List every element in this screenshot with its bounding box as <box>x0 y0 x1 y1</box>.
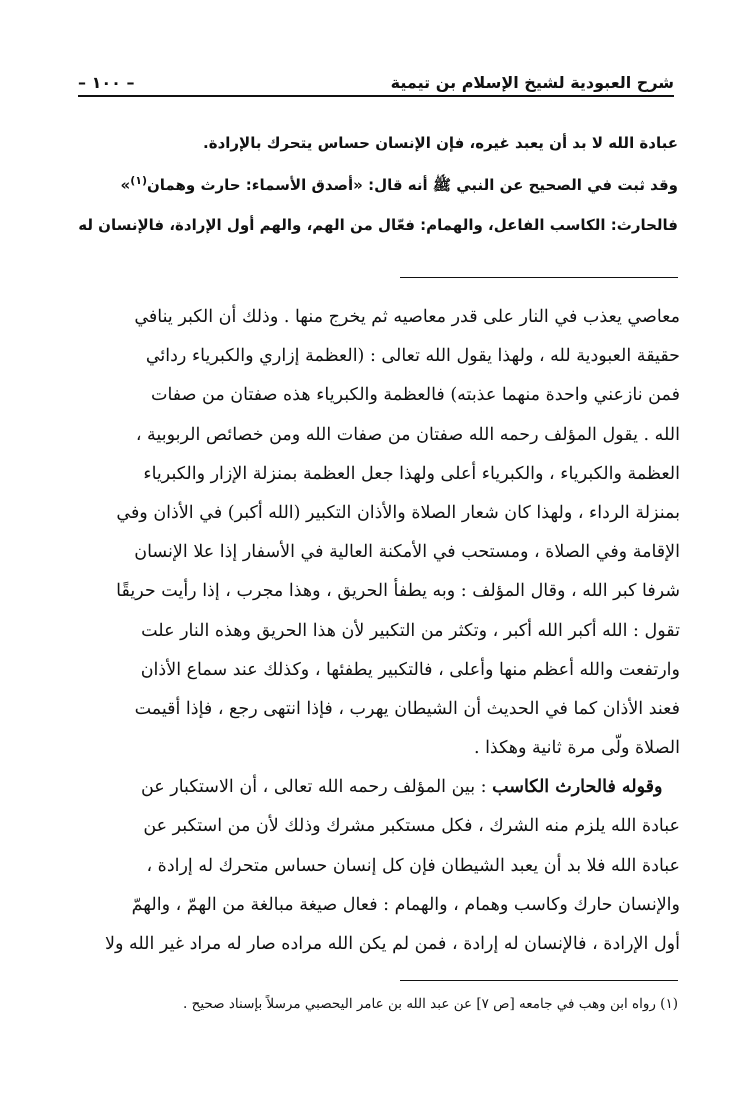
text-line: الصلاة ولّى مرة ثانية وهكذا . <box>473 738 680 759</box>
text-line: وارتفعت والله أعظم منها وأعلى ، فالتكبير يطفئها ، وكذلك عند سماع الأذان <box>140 659 680 680</box>
running-header <box>78 60 674 92</box>
footnote: (١) رواه ابن وهب في جامعه [ص ٧] عن عبد الله بن عامر اليحصبي مرسلاً بإسناد صحيح . <box>183 996 678 1012</box>
footnote-marker: (١) <box>130 174 147 187</box>
text-line: عبادة الله فلا بد أن يعبد الشيطان فإن كل إنسان حساس متحرك له إرادة ، <box>146 855 680 876</box>
text-line: أول الإرادة ، فالإنسان له إرادة ، فمن لم يكن الله مراده صار له مراد غير الله ولا <box>105 934 680 954</box>
text-line: معاصي يعذب في النار على قدر معاصيه ثم يخرج منها . وذلك أن الكبر ينافي <box>134 307 680 327</box>
quote-close: » <box>120 176 131 194</box>
text-line: والإنسان حارك وكاسب وهمام ، والهمام : فعال صيغة مبالغة من الهمّ ، والهمّ <box>131 894 680 915</box>
page-number: – ١٠٠ – <box>78 73 135 92</box>
text-line: الإقامة وفي الصلاة ، ومستحب في الأمكنة العالية في الأسفار إذا علا الإنسان <box>134 542 680 563</box>
commentary-body <box>76 298 680 964</box>
quote-line <box>78 164 678 208</box>
text-line <box>76 768 680 807</box>
commentary-lead: وقوله فالحارث الكاسب <box>492 777 663 798</box>
text-line: العظمة والكبرياء ، والكبرياء أعلى ولهذا جعل العظمة بمنزلة الإزار والكبرياء <box>143 463 680 484</box>
text-line: فعند الأذان كما في الحديث أن الشيطان يهرب ، فإذا انتهى رجع ، فإذا أقيمت <box>134 698 680 719</box>
text-line: عبادة الله يلزم منه الشرك ، فكل مستكبر مشرك وذلك لأن من استكبر عن <box>143 816 680 837</box>
commentary-text: : بين المؤلف رحمه الله تعالى ، أن الاستكبار عن <box>140 777 487 798</box>
text-line: شرفا كبر الله ، وقال المؤلف : وبه يطفأ الحريق ، وهذا مجرب ، إذا رأيت حريقًا <box>116 581 680 602</box>
header-rule <box>78 95 674 97</box>
text-line: فمن نازعني واحدة منهما عذبته) فالعظمة والكبرياء هذه صفتان من صفات <box>150 385 680 406</box>
separator-rule <box>400 277 678 278</box>
footnote-rule <box>400 980 678 981</box>
text-line: بمنزلة الرداء ، ولهذا كان شعار الصلاة والأذان التكبير (الله أكبر) في الأذان وفي <box>116 502 680 523</box>
book-title: شرح العبودية لشيخ الإسلام بن تيمية <box>390 73 674 92</box>
quote-text: وقد ثبت في الصحيح عن النبي ﷺ أنه قال: «أصدق الأسماء: حارث وهمان <box>147 176 678 194</box>
matn-quote <box>78 126 678 252</box>
quote-line: عبادة الله لا بد أن يعبد غيره، فإن الإنسان حساس يتحرك بالإرادة. <box>203 134 678 152</box>
text-line: الله . يقول المؤلف رحمه الله صفتان من صفات الله ومن خصائص الربوبية ، <box>135 424 680 445</box>
text-line: حقيقة العبودية لله ، ولهذا يقول الله تعالى : (العظمة إزاري والكبرياء ردائي <box>145 346 680 367</box>
quote-line: فالحارث: الكاسب الفاعل، والهمام: فعّال من الهم، والهم أول الإرادة، فالإنسان له <box>78 216 678 234</box>
text-line: تقول : الله أكبر الله أكبر ، وتكثر من التكبير لأن هذا الحريق وهذه النار علت <box>141 620 680 641</box>
